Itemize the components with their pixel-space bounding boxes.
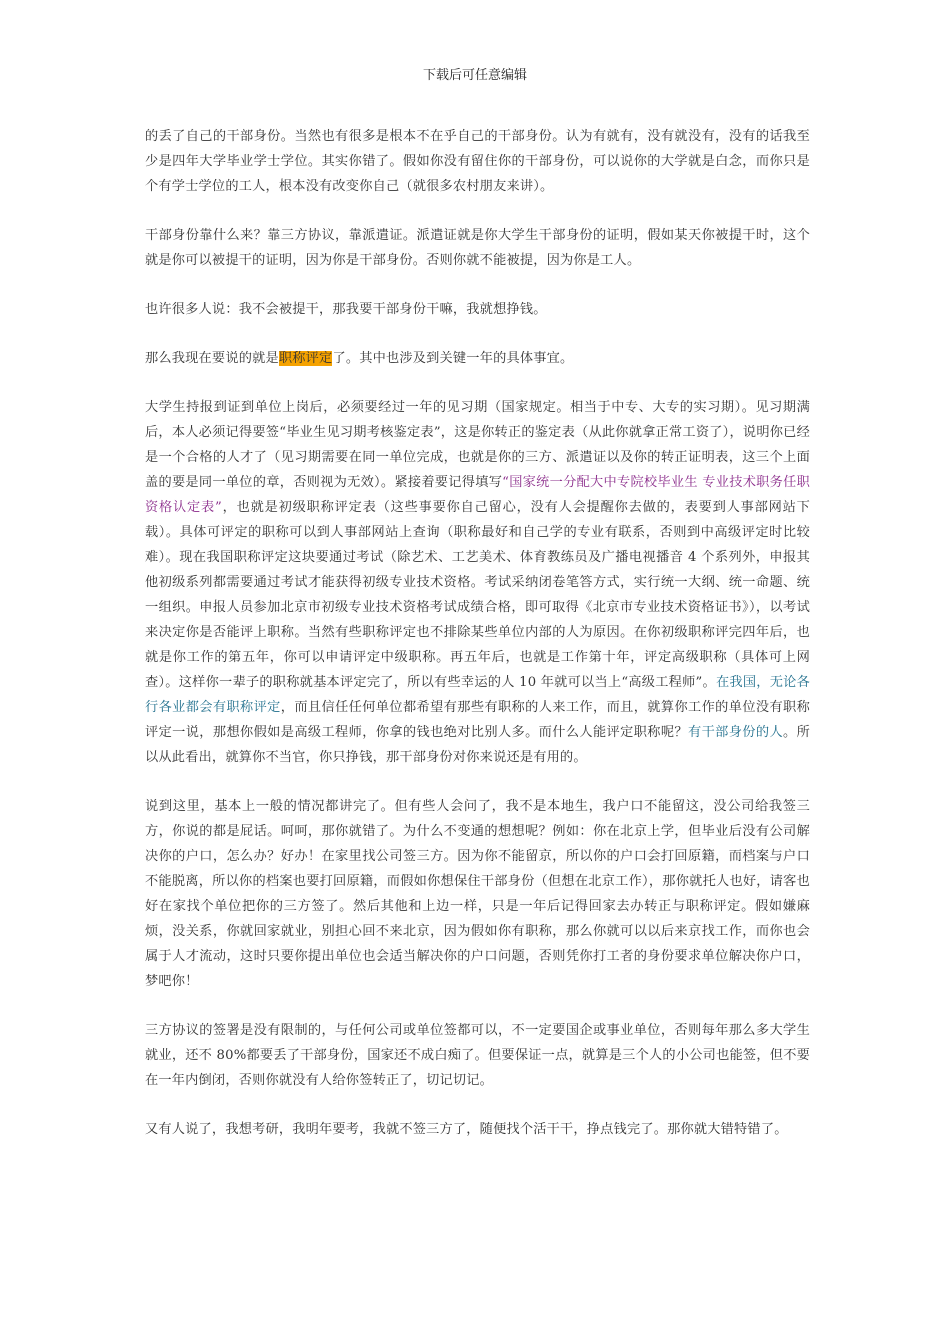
paragraph-1-text: 的丢了自己的干部身份。当然也有很多是根本不在乎自己的干部身份。认为有就有，没有就没有，没有的话我至少是四年大学毕业学士学位。其实你错了。假如你没有留住你的干部身份，可以说你的大学就是白念，而你只是个有学士学位的工人，根本没有改变你自己（就很多农村朋友来讲）。 <box>145 129 810 194</box>
paragraph-4-text-b: 了。其中也涉及到关键一年的具体事宜。 <box>332 351 574 366</box>
paragraph-4-text-a: 那么我现在要说的就是 <box>145 351 279 366</box>
paragraph-8-text: 又有人说了，我想考研，我明年要考，我就不签三方了，随便找个活干干，挣点钱完了。那你就大错特错了。 <box>145 1122 788 1137</box>
paragraph-7-text: 三方协议的签署是没有限制的，与任何公司或单位签都可以，不一定要国企或事业单位，否则每年那么多大学生就业，还不 80%都要丢了干部身份，国家还不成白痴了。但要保证一点，就算是三个人的小公司也能签，但不要在一年内倒闭，否则你就没有人给你签转正了，切记切记。 <box>145 1023 810 1088</box>
paragraph-7 <box>145 1018 810 1093</box>
highlighted-term: 职称评定 <box>278 351 333 366</box>
paragraph-5-text-d: 。所以从此看出，就算你不当官，你只挣钱，那干部身份对你来说还是有用的。 <box>145 725 810 765</box>
paragraph-5-text-a: 大学生持报到证到单位上岗后，必须要经过一年的见习期（国家规定。相当于中专、大专的实习期）。见习期满后，本人必须记得要签“毕业生见习期考核鉴定表”，这是你转正的鉴定表（从此你就拿正常工资了），说明你已经是一个合格的人才了（见习期需要在同一单位完成，也就是你的三方、派遣证以及你的转正证明表，这三个上面盖的要是同一单位的章，否则视为无效）。紧接着要记得填写 <box>145 400 810 490</box>
paragraph-5-text-c: ，而且信任任何单位都希望有那些有职称的人来工作，而且，就算你工作的单位没有职称评定一说，那想你假如是高级工程师，你拿的钱也绝对比别人多。而什么人能评定职称呢？ <box>145 700 811 740</box>
paragraph-3-text: 也许很多人说：我不会被提干，那我要干部身份干嘛，我就想挣钱。 <box>145 302 547 317</box>
paragraph-6 <box>145 794 810 994</box>
paragraph-3 <box>145 297 810 322</box>
page-header: 下载后可任意编辑 <box>422 68 527 83</box>
paragraph-1 <box>145 124 810 199</box>
paragraph-6-text: 说到这里，基本上一般的情况都讲完了。但有些人会问了，我不是本地生，我户口不能留这，没公司给我签三方，你说的都是屁话。呵呵，那你就错了。为什么不变通的想想呢？例如：你在北京上学，但毕业后没有公司解决你的户口，怎么办？好办！在家里找公司签三方。因为你不能留京，所以你的户口会打回原籍，而档案与户口不能脱离，所以你的档案也要打回原籍，而假如你想保住干部身份（但想在北京工作），那你就托人也好，请客也好在家找个单位把你的三方签了。然后其他和上边一样，只是一年后记得回家去办转正与职称评定。假如嫌麻烦，没关系，你就回家就业，别担心回不来北京，因为假如你有职称，那么你就可以以后来京找工作，而你也会属于人才流动，这时只要你提出单位也会适当解决你的户口问题，否则凭你打工者的身份要求单位解决你户口，梦吧你！ <box>145 799 810 989</box>
document-body <box>145 124 810 1166</box>
paragraph-4 <box>145 346 810 371</box>
paragraph-8 <box>145 1117 810 1142</box>
form-name-link[interactable]: “国家统一分配大中专院校毕业生 专业技术职务任职资格认定表” <box>145 475 810 515</box>
paragraph-2-text: 干部身份靠什么来？靠三方协议，靠派遣证。派遣证就是你大学生干部身份的证明，假如某天你被提干时，这个就是你可以被提干的证明，因为你是干部身份。否则你就不能被提，因为你是工人。 <box>145 228 810 268</box>
title-evaluation-link[interactable]: 在我国，无论各行各业都会有职称评定 <box>145 675 811 715</box>
cadre-status-link[interactable]: 有干部身份的人 <box>688 725 784 740</box>
paragraph-5-text-b: ，也就是初级职称评定表（这些事要你自己留心，没有人会提醒你去做的，表要到人事部网站下载）。具体可评定的职称可以到人事部网站上查询（职称最好和自己学的专业有联系，否则到中高级评定时比较难）。现在我国职称评定这块要通过考试（除艺术、工艺美术、体育教练员及广播电视播音 4 个系列外，申报其他初级系列都需要通过考试才能获得初级专业技术资格。考试采纳闭卷笔答方式，实行统一大纲、统一命题、统一组织。申报人员参加北京市初级专业技术资格考试成绩合格，即可取得《北京市专业技术资格证书》），以考试来决定你是否能评上职称。当然有些职称评定也不排除某些单位内部的人为原因。在你初级职称评完四年后，也就是你工作的第五年，你可以申请评定中级职称。再五年后，也就是工作第十年，评定高级职称（具体可上网查）。这样你一辈子的职称就基本评定完了，所以有些幸运的人 10 年就可以当上“高级工程师”。 <box>145 500 810 690</box>
paragraph-2 <box>145 223 810 273</box>
paragraph-5 <box>145 395 810 770</box>
